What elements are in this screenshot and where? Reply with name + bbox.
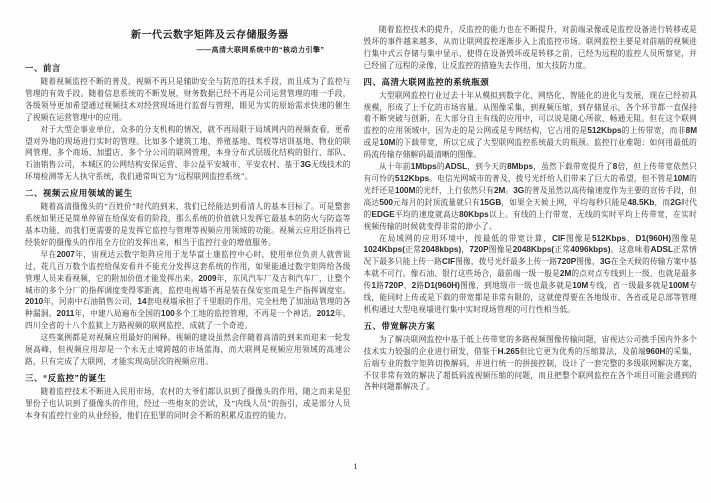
- section-heading: 三、“反监控”的诞生: [25, 372, 107, 383]
- page-subtitle: ——高清大联网系统中的“核动力引擎”: [196, 47, 325, 54]
- latin-text: 512Kbps: [587, 126, 622, 136]
- latin-text: 3G: [513, 185, 525, 195]
- section-heading: 一、前言: [25, 63, 61, 73]
- latin-text: 1024Kbps(: [363, 245, 405, 255]
- latin-text: 720P: [384, 281, 404, 291]
- latin-text: 1Mbps: [410, 162, 437, 172]
- latin-text: 1: [371, 281, 377, 291]
- page-title: 新一代云数字矩阵及云存储服务器: [131, 30, 289, 41]
- latin-text: ADSL: [444, 162, 468, 172]
- latin-text: 8: [612, 162, 618, 172]
- latin-text: H.265: [497, 346, 520, 356]
- paragraph: 在局域网的应用环境中，按最低的带宽计算，CIF图像是512Kbps，D1(960H)图像是1024Kbps(正常2048kbps)，720P图像是2048Kbps(正常4096kbps)。这意味着ADSL正常情况下最多只能上传一路CIF图像，拨号光纤最多上传一路720P图像，3G在全天候的传输方案中基本就不可行。像石油、银行这些场合，最前端一级一般是2M的点对点专线到上一级，也就是最多传1路720P、2路D1(960H)图像，到地级市一级也最多就是10M专线，省一级最多就是100M专线，能同时上传或是下载的带宽都是非常有限的，这就使得要在各地级市、各省或是总部等管理机构通过大型电视墙进行集中实时现场管理的可行性相当低。: [363, 233, 698, 314]
- latin-text: 512Kbps: [591, 233, 627, 243]
- latin-text: 2010: [25, 297, 44, 307]
- paragraph: 大型联网监控行业过去十年从模拟到数字化、网络化、智能化的进化与发展，现在已经初具规模，形成了上千亿的市场容量。从图像采集，到视频压缩，到存储显示，各个环节都一直保持着不断突破与创新，在大部分自主有线的应用中，可以说是随心所欲、畅通无阻。但在这个联网监控的应用领域中，因为走的是公网或是专网结构，它占用的是512Kbps的上传带宽，而非8M或是10M的下载带宽，所以它成了大型联网监控系统最大的瓶颈。监控行业难题：如何用最低的码流传输存储解码最清晰的图像。: [363, 90, 698, 160]
- paragraph: 为了解决联网监控中基于低上传带宽的多路视频图像传输问题，宙视达公司携手国内外多个技术实力较强的企业进行研发，借鉴于H.265但比它更为优秀的压缩算法，及前端960H的采集，后端专业的数字矩阵切换解码，并进行统一的拼接控制，设计了一套完整的多级联网解决方案，不仅非常有效的解决了超低码流视频压缩的问题，而且把整个联网监控在各个项目可能会遇到的各种问题都解决了。: [363, 334, 697, 392]
- latin-text: 2007: [56, 249, 75, 259]
- latin-text: 720P: [557, 257, 577, 267]
- latin-text: 10M: [572, 281, 589, 291]
- latin-text: 48.5Kb: [627, 197, 655, 207]
- latin-text: 2M: [494, 185, 506, 195]
- latin-text: 14: [137, 297, 147, 307]
- latin-text: 960H: [645, 346, 666, 356]
- latin-text: 8M: [685, 126, 698, 136]
- latin-text: 2G: [670, 197, 682, 207]
- latin-text: EDGE: [371, 209, 395, 219]
- latin-text: 100M: [394, 185, 416, 195]
- latin-text: ADSL: [650, 245, 673, 255]
- section-heading: 五、带宽解决方案: [363, 320, 436, 331]
- right-column: [364, 24, 697, 422]
- latin-text: 3G: [300, 160, 312, 170]
- latin-text: 100: [161, 309, 175, 319]
- latin-text: CIF: [441, 257, 456, 267]
- latin-text: 2M: [559, 269, 572, 279]
- latin-text: 80Kbps: [459, 209, 489, 219]
- paragraph: 从十年前1Mbps的ADSL，到今天的8Mbps，虽然下载带宽提升了8倍，但上传带宽依然只有可怜的512Kbps。电信光网城市的普及，拨号光纤给人们带来了巨大的希望，但不管是10M的光纤还是100M的光纤，上行依然只有2M。3G的普及虽然以高传输速度作为主要的宣传手段，但高达500元每月的封顶流量就只有15GB，如果全天候上网，平均每秒只能是48.5Kb，而2G时代的EDGE平均的速度就高达80Kbps以上。有线的上行带宽，无线的实时平均上传带宽，在实时视频传输的时候就变得非常的渺小了。: [363, 162, 697, 231]
- latin-text: 100M: [668, 281, 689, 291]
- paragraph: 这些案例都是对视频应用最好的阐释。视频的建设虽然会伴随着高清的到来而迎来一轮发展高峰，但视频应用却是一个永无止境跨越的市场蓝海，而大联网是视频应用领域的高速公路，只有完成了大联网，才能实现高层次的视频应用。: [25, 333, 351, 366]
- page-number: 1: [353, 462, 358, 471]
- latin-text: 10M: [379, 138, 396, 148]
- latin-text: 2012: [316, 309, 335, 319]
- paragraph: 随着高清摄像头的“百姓价”时代的到来，我们已经能达到看清人的基本目标了。可是整套系统如果还是简单停留在给保安看的阶段，那么系统的价值就只发挥它最基本的防火与防盗等基本功能，而我们更需要的是发挥它监控与管理等视频应用领域的功能。视频云应用泛指将已经装好的摄像头的作用全方位的发挥出来，相当于监控行业的增值服务。: [25, 202, 351, 247]
- right-column-sections: [364, 24, 697, 393]
- latin-text: 2009: [198, 273, 217, 283]
- left-column: [25, 24, 351, 422]
- section-heading: 四、高清大联网监控的系统瓶颈: [363, 76, 490, 87]
- latin-text: 15GB: [479, 197, 502, 207]
- latin-text: 2048kbps): [421, 245, 462, 255]
- latin-text: 512Kbps: [395, 173, 430, 183]
- latin-text: 4096kbps): [570, 245, 611, 255]
- left-column-sections: [25, 62, 351, 422]
- latin-text: 8Mbps: [507, 162, 533, 172]
- latin-text: 2: [411, 281, 417, 291]
- paragraph: 随着监控技术的提升，反监控的能力也在不断提升，对前端录像或是监控设备进行转移或是毁坏的事件越来越多，从而让联网监控逐渐步入上流监控市场。联网监控主要是对前端的视频进行集中式云存储与集中显示，使得在设备毁坏或是转移之前，已经为远程的监控人员所察觉，并已经留了远程的录像，让反监控的措施失去作用，加大技防力度。: [363, 25, 697, 70]
- latin-text: 720P: [469, 245, 489, 255]
- paragraph: 随着视频监控不断的普及，视频不再只是辅助安全与防范的技术手段，而且成为了监控与管理的有效手段。随着信息系统的不断发展，财务数据已经不再是公司运营管理的唯一手段，各级领导更加希望通过视频技术对经营现场进行监督与管理，眼见为实的原始需求快速的催生了视频在运营管理中的应用。: [25, 77, 351, 122]
- latin-text: CIF: [551, 233, 566, 243]
- latin-text: D1(960H): [635, 233, 672, 243]
- latin-text: 10M: [673, 173, 690, 183]
- latin-text: 2048Kbps(: [512, 245, 555, 255]
- paragraph: 对于大型企事业单位，众多的分支机构的情况，就不再局限于局域网内的视频查看，更希望对外地的现场进行实时的管理。比如多个建筑工地、养殖基地、驾校等培训基地、物业的联网管理、多个商场、加盟店、多个分公司的联网管理，本身分布式层级化结构的银行、部队、石油销售公司，本城区的公网结构安保运营、非公益平安城市、平安农村、基于3G无线技术的环境检测等无人执守系统，我们通常叫它为“远程联网监控系统”。: [25, 124, 351, 182]
- latin-text: 500: [379, 197, 393, 207]
- latin-text: D1(960H): [424, 281, 460, 291]
- paragraph: 随着监控技术不断进入民用市场，农村的大爷们都认识到了摄像头的作用，随之而来是犯罪份子也认识到了摄像头的作用，经过一些炮灰的尝试，及“内线人员”的指引，或是部分人员本身有监控行业的从业经验，他们在犯罪的同时会不断的积累反监控的能力。: [25, 386, 351, 420]
- paragraph: 早在2007年，宙视达云数字矩阵应用于龙华富士康监控中心时，使用单位负责人就曾说过，花几百万数个监控给保安看并不能充分发挥这套系统的作用，如果能通过数字矩阵给各级管理人员来看视频，它的附加价值才能发挥出来。2009年，东风汽车厂及吉利汽车厂，让整个城市的多个分厂的指挥调度变得零距离，监控电视墙不再是装在保安室而是生产指挥调度室。2010年，河南中石油销售公司，14套电视墙承担了千里眼的作用，完全杜绝了加油站管理的各种漏洞。2011年，中建八局遍布全国的100多个工地的监控管理，不再是一个神话。2012年，四川全省的十八个监狱上万路视频的联网监控，成就了一个奇迹。: [25, 249, 351, 331]
- latin-text: 2011: [56, 309, 75, 319]
- latin-text: 3G: [599, 257, 611, 267]
- section-heading: 二、视频云应用领域的诞生: [25, 188, 133, 199]
